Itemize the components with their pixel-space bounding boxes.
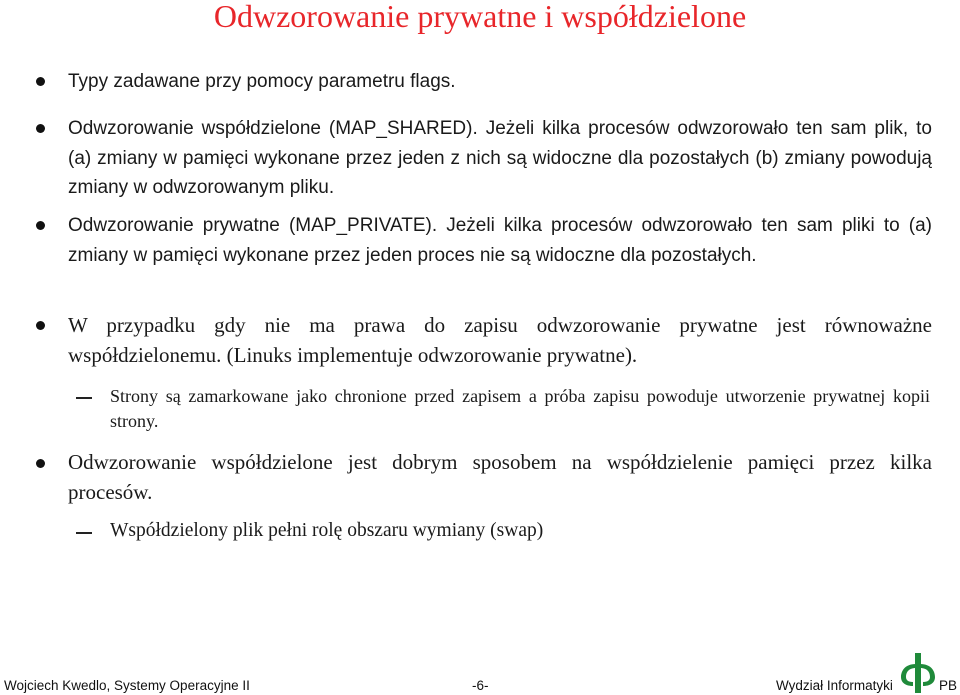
footer-pb: PB: [939, 678, 958, 693]
subbullet-text: Współdzielony plik pełni rolę obszaru wymiany (swap): [110, 520, 544, 541]
phi-logo-icon: [898, 652, 938, 694]
subbullet-text: Strony są zamarkowane jako chronione przed zapisem a próba zapisu powoduje utworzenie prywatnej kopii strony.: [110, 386, 930, 431]
slide-title: Odwzorowanie prywatne i współdzielone: [213, 0, 747, 34]
bullet-text: W przypadku gdy nie ma prawa do zapisu odwzorowanie prywatne jest równoważne współdzielonemu. (Linuks implementuje odwzorowanie prywatne).: [68, 313, 932, 367]
bullet-text: Odwzorowanie prywatne (MAP_PRIVATE). Jeżeli kilka procesów odwzorowało ten sam pliki to (a) zmiany w pamięci wykonane przez jeden proces nie są widoczne dla pozostałych.: [68, 215, 932, 266]
bullet-text: Odwzorowanie współdzielone jest dobrym sposobem na współdzielenie pamięci przez kilka procesów.: [68, 450, 932, 504]
bullet-text: Odwzorowanie współdzielone (MAP_SHARED). Jeżeli kilka procesów odwzorowało ten sam plik, to (a) zmiany w pamięci wykonane przez jeden z nich są widoczne dla pozostałych (b) zmiany powodują zmiany w odwzorowanym pliku.: [68, 118, 932, 198]
bullet-text: Typy zadawane przy pomocy parametru flags.: [68, 71, 456, 92]
bullet-dot-icon: [36, 124, 45, 133]
bullet-dot-icon: [36, 77, 45, 86]
dash-icon: [76, 397, 92, 399]
bullet-dot-icon: [36, 321, 45, 330]
dash-icon: [76, 532, 92, 534]
bullet-dot-icon: [36, 459, 45, 468]
footer-author: Wojciech Kwedlo, Systemy Operacyjne II: [4, 678, 250, 693]
bullet-dot-icon: [36, 221, 45, 230]
footer-page-number: -6-: [472, 678, 489, 693]
footer-faculty: Wydział Informatyki: [776, 678, 893, 693]
